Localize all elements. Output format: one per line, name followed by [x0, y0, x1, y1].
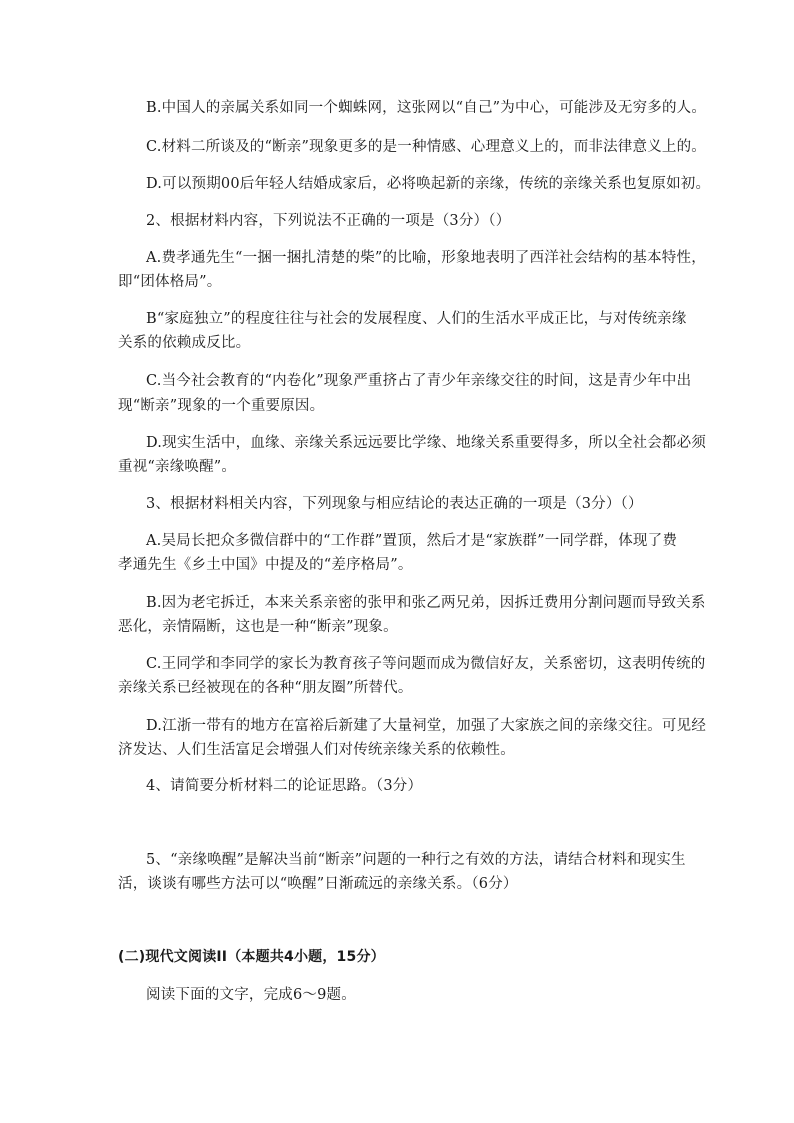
q2-option-a-line-2: 即“团体格局”。	[118, 274, 222, 290]
option-c-line: C.材料二所谈及的“断亲”现象更多的是一种情感、心理意义上的，而非法律意义上的。	[146, 139, 707, 155]
q3-option-a-line-1: A.吴局长把众多微信群中的“工作群”置顶，然后才是“家族群”一同学群，体现了费	[146, 533, 678, 549]
q2-option-c-line-1: C.当今社会教育的“内卷化”现象严重挤占了青少年亲缘交往的时间，这是青少年中出	[146, 373, 692, 389]
q2-option-b-line-2: 关系的依赖成反比。	[118, 335, 251, 351]
section-heading: (二)现代文阅读II（本题共4小题，15分）	[118, 949, 385, 965]
q3-option-b-line-2: 恶化，亲情隔断，这也是一种“断亲”现象。	[118, 619, 398, 635]
option-b-line: B.中国人的亲属关系如同一个蜘蛛网，这张网以“自己”为中心，可能涉及无穷多的人。	[146, 100, 707, 116]
question-5-line-2: 活，谈谈有哪些方法可以“唤醒”日渐疏远的亲缘关系。（6分）	[118, 876, 518, 892]
reading-instruction: 阅读下面的文字，完成6～9题。	[146, 987, 356, 1003]
q2-option-a-line-1: A.费孝通先生“一捆一捆扎清楚的柴”的比喻，形象地表明了西洋社会结构的基本特性，	[146, 250, 706, 266]
q3-option-c-line-1: C.王同学和李同学的家长为教育孩子等问题而成为微信好友，关系密切，这表明传统的	[146, 656, 706, 672]
q2-option-b-line-1: B“家庭独立”的程度往往与社会的发展程度、人们的生活水平成正比，与对传统亲缘	[146, 311, 687, 327]
q2-option-c-line-2: 现“断亲”现象的一个重要原因。	[118, 398, 325, 414]
q2-option-d-line-1: D.现实生活中，血缘、亲缘关系远远要比学缘、地缘关系重要得多，所以全社会都必须	[146, 435, 707, 451]
q3-option-b-line-1: B.因为老宅拆迁，本来关系亲密的张甲和张乙两兄弟，因拆迁费用分割问题而导致关系	[146, 595, 706, 611]
q3-option-d-line-2: 济发达、人们生活富足会增强人们对传统亲缘关系的依赖性。	[118, 742, 515, 758]
question-5-line-1: 5、“亲缘唤醒”是解决当前“断亲”问题的一种行之有效的方法，请结合材料和现实生	[146, 852, 686, 868]
option-d-line: D.可以预期00后年轻人结婚成家后，必将唤起新的亲缘，传统的亲缘关系也复原如初。	[146, 176, 711, 192]
q2-option-d-line-2: 重视“亲缘唤醒”。	[118, 459, 237, 475]
question-3-heading: 3、根据材料相关内容，下列现象与相应结论的表达正确的一项是（3分）（）	[146, 496, 643, 512]
q3-option-c-line-2: 亲缘关系已经被现在的各种“朋友圈”所替代。	[118, 680, 413, 696]
question-2-heading: 2、根据材料内容，下列说法不正确的一项是（3分）（）	[146, 213, 511, 229]
q3-option-d-line-1: D.江浙一带有的地方在富裕后新建了大量祠堂，加强了大家族之间的亲缘交往。可见经	[146, 718, 707, 734]
question-4-heading: 4、请简要分析材料二的论证思路。（3分）	[146, 778, 423, 794]
q3-option-a-line-2: 孝通先生《乡土中国》中提及的“差序格局”。	[118, 557, 413, 573]
